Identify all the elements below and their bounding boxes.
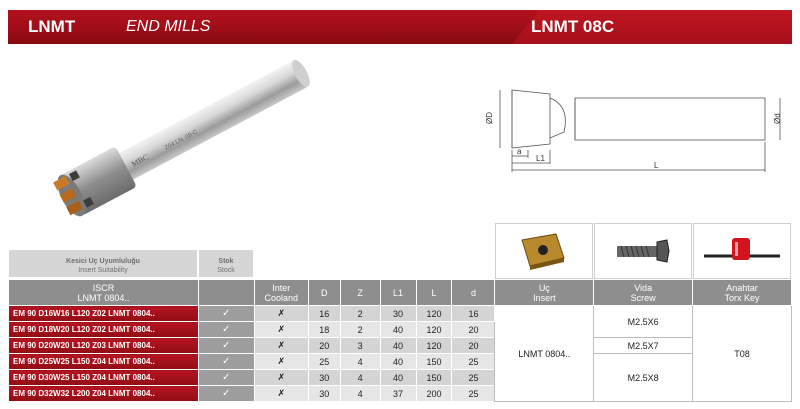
dim-d-label: Ød: [773, 113, 782, 124]
torx-key-image: [693, 223, 791, 279]
insert-image: [495, 223, 593, 279]
cell-L: 150: [416, 370, 452, 386]
dim-L-label: L: [654, 161, 659, 170]
screw-value-c: M2.5X8: [594, 354, 693, 402]
row-code[interactable]: EM 90 D25W25 L150 Z04 LNMT 0804..: [9, 354, 199, 370]
tool-photo: [20, 58, 350, 228]
row-code[interactable]: EM 90 D30W25 L150 Z04 LNMT 0804..: [9, 370, 199, 386]
row-code[interactable]: EM 90 D18W20 L120 Z02 LNMT 0804..: [9, 322, 199, 338]
table-row[interactable]: [9, 338, 792, 354]
check-icon: ✓: [198, 338, 254, 354]
dim-D-label: ØD: [485, 112, 494, 124]
cross-icon: ✗: [254, 322, 308, 338]
col-L: L: [416, 280, 452, 306]
cell-d: 25: [452, 354, 495, 370]
product-code: LNMT: [28, 17, 76, 36]
col-screw: Vida Screw: [594, 280, 693, 306]
cross-icon: ✗: [254, 338, 308, 354]
cell-L1: 40: [380, 354, 416, 370]
check-icon: ✓: [198, 386, 254, 402]
col-inter: Inter Cooland: [254, 280, 308, 306]
cell-D: 30: [308, 386, 340, 402]
col-L1: L1: [380, 280, 416, 306]
insert-suitability-title: Kesici Uç Uyumluluğu: [66, 258, 140, 265]
technical-drawing: [480, 88, 790, 180]
cell-L: 150: [416, 354, 452, 370]
dim-a-label: a: [517, 147, 522, 156]
screw-icon: [595, 224, 691, 278]
table-header-row: [9, 280, 792, 306]
cell-Z: 2: [340, 306, 380, 322]
cell-Z: 2: [340, 322, 380, 338]
product-family: END MILLS: [126, 18, 211, 35]
cell-d: 20: [452, 322, 495, 338]
cell-D: 20: [308, 338, 340, 354]
check-icon: ✓: [198, 322, 254, 338]
screw-value-a: M2.5X6: [594, 306, 693, 338]
screw-value-b: M2.5X7: [594, 338, 693, 354]
cell-Z: 4: [340, 370, 380, 386]
header-banner: [8, 10, 792, 44]
cell-D: 30: [308, 370, 340, 386]
cell-d: 20: [452, 338, 495, 354]
screw-image: [594, 223, 692, 279]
cell-L: 120: [416, 322, 452, 338]
col-stock: [198, 280, 254, 306]
cell-L: 200: [416, 386, 452, 402]
spec-table: [8, 279, 792, 402]
col-key: Anahtar Torx Key: [693, 280, 792, 306]
stock-title: Stok: [218, 258, 234, 265]
cross-icon: ✗: [254, 306, 308, 322]
cell-D: 25: [308, 354, 340, 370]
cell-L1: 40: [380, 338, 416, 354]
dim-L1-label: L1: [536, 154, 545, 163]
check-icon: ✓: [198, 354, 254, 370]
cell-D: 18: [308, 322, 340, 338]
col-insert: Uç Insert: [495, 280, 594, 306]
col-iscr: ISCR LNMT 0804..: [9, 280, 199, 306]
table-row[interactable]: [9, 354, 792, 370]
col-D: D: [308, 280, 340, 306]
cell-D: 16: [308, 306, 340, 322]
check-icon: ✓: [198, 370, 254, 386]
row-code[interactable]: EM 90 D20W20 L120 Z03 LNMT 0804..: [9, 338, 199, 354]
torx-key-icon: [694, 224, 790, 278]
cell-d: 25: [452, 386, 495, 402]
row-code[interactable]: EM 90 D16W16 L120 Z02 LNMT 0804..: [9, 306, 199, 322]
cell-L1: 40: [380, 370, 416, 386]
cell-L: 120: [416, 338, 452, 354]
stock-header: [198, 249, 254, 278]
cell-L1: 40: [380, 322, 416, 338]
table-row[interactable]: [9, 306, 792, 322]
cross-icon: ✗: [254, 370, 308, 386]
cell-L1: 37: [380, 386, 416, 402]
cell-L: 120: [416, 306, 452, 322]
cell-Z: 3: [340, 338, 380, 354]
insert-value: LNMT 0804..: [495, 306, 594, 402]
cell-Z: 4: [340, 386, 380, 402]
cell-L1: 30: [380, 306, 416, 322]
row-code[interactable]: EM 90 D32W32 L200 Z04 LNMT 0804..: [9, 386, 199, 402]
col-d: d: [452, 280, 495, 306]
cell-d: 25: [452, 370, 495, 386]
cross-icon: ✗: [254, 354, 308, 370]
cell-Z: 4: [340, 354, 380, 370]
cross-icon: ✗: [254, 386, 308, 402]
insert-suitability-header: [8, 249, 198, 278]
key-value: T08: [693, 306, 792, 402]
insert-icon: [496, 224, 592, 278]
stock-subtitle: Stock: [217, 267, 235, 274]
cell-d: 16: [452, 306, 495, 322]
model-engraving: Z04 LN..08-C: [164, 129, 199, 152]
check-icon: ✓: [198, 306, 254, 322]
product-model: LNMT 08C: [531, 17, 615, 36]
insert-suitability-subtitle: Insert Suitability: [78, 267, 128, 274]
brand-engraving: MBC: [129, 152, 150, 169]
col-Z: Z: [340, 280, 380, 306]
